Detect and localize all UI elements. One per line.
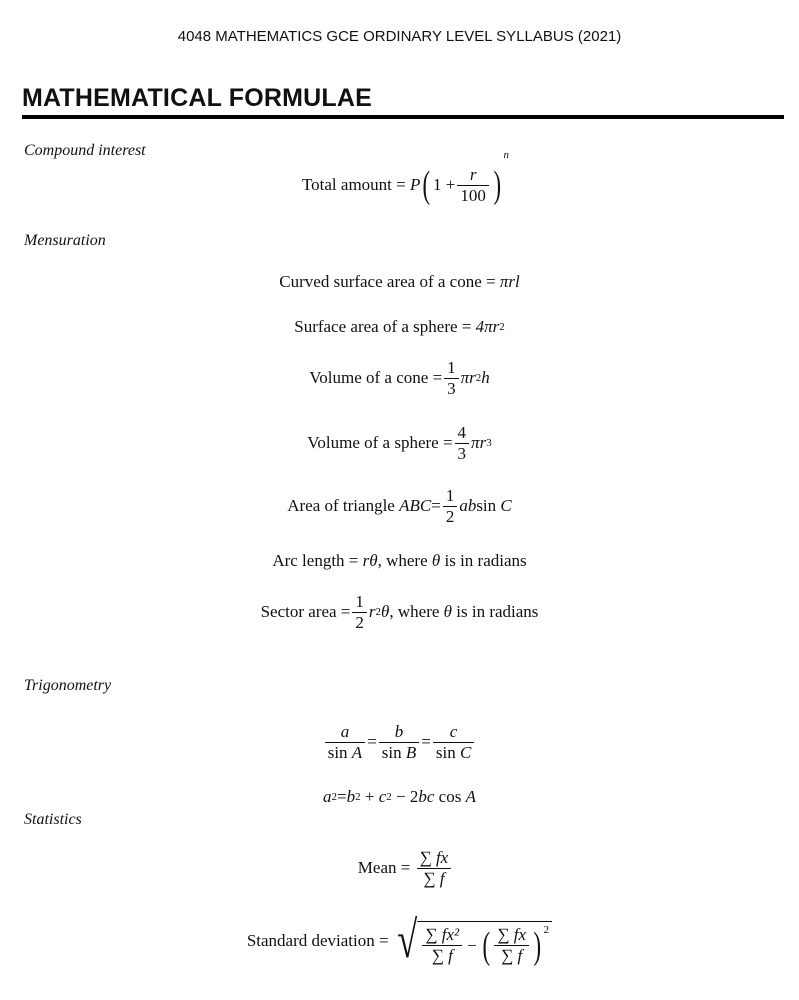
angle: C (459, 742, 472, 762)
denominator: 100 (460, 185, 486, 205)
fraction (417, 848, 452, 888)
equals: = (442, 433, 453, 453)
numerator: 1 (352, 592, 367, 613)
radical-sign: √ (397, 912, 418, 969)
cos: cos (438, 787, 462, 807)
equals: = (432, 368, 443, 388)
fraction-b (379, 722, 419, 762)
denominator: 2 (355, 612, 364, 632)
denominator (433, 743, 474, 763)
fraction (443, 486, 458, 526)
triangle-name: ABC (399, 496, 432, 516)
formula-lhs: Standard deviation = (246, 931, 389, 950)
angle: A (351, 742, 363, 762)
var-bc: bc (418, 787, 435, 807)
exponent: 2 (331, 791, 338, 804)
formula-rhs: πrl (499, 272, 520, 292)
exponent: n (503, 149, 510, 161)
plus: + (364, 787, 375, 807)
square-root (393, 912, 552, 969)
formula-arc-length (0, 550, 799, 571)
radians-note: is in radians (444, 551, 527, 571)
equals: = (421, 732, 431, 752)
formula-triangle-area (0, 486, 799, 526)
exponent: 2 (386, 791, 392, 804)
formula-lhs: Curved surface area of a cone (279, 272, 482, 292)
formula-rhs: ab (459, 496, 477, 516)
formula-lhs: Volume of a cone (309, 368, 429, 388)
exponent: 3 (486, 437, 492, 450)
formula-rhs: rθ (362, 551, 378, 571)
principal: P (409, 175, 421, 195)
formula-sphere-surface-area (0, 316, 799, 337)
formula-lhs: Volume of a sphere (307, 433, 439, 453)
left-paren: ( (482, 924, 490, 967)
equals: = (367, 732, 377, 752)
one-plus: 1 + (433, 175, 456, 195)
section-trigonometry: Trigonometry (24, 677, 112, 694)
fraction-c (433, 722, 474, 762)
numerator: r (457, 165, 489, 186)
fraction-2 (494, 925, 529, 965)
where-text: , where (377, 551, 428, 571)
denominator: ∑ f (501, 946, 523, 965)
radians-note: is in radians (456, 602, 539, 622)
sin: sin (327, 742, 348, 762)
sin: sin (435, 742, 456, 762)
denominator: 2 (445, 506, 455, 526)
exponent: 2 (375, 606, 382, 619)
fraction (455, 423, 470, 463)
exponent: 2 (475, 372, 482, 385)
formula-cosine-rule (0, 786, 799, 807)
formula-rhs: πr (460, 368, 476, 388)
equals: = (431, 496, 441, 516)
formula-standard-deviation (0, 912, 799, 969)
formula-rhs: 4πr (475, 317, 500, 337)
numerator: 4 (455, 423, 470, 444)
document-header: 4048 MATHEMATICS GCE ORDINARY LEVEL SYLLABUS (2021) (177, 28, 622, 45)
theta: θ (431, 551, 441, 571)
numerator: 1 (443, 486, 458, 507)
formula-sine-rule (0, 722, 799, 762)
equals: = (461, 317, 472, 337)
equals: = (337, 787, 347, 807)
radius: r (368, 602, 376, 622)
minus: − (467, 935, 477, 955)
denominator: ∑ f (431, 946, 453, 965)
fraction-a (325, 722, 365, 762)
exponent: 2 (355, 791, 361, 804)
sin: sin (381, 742, 402, 762)
sin: sin (476, 496, 497, 516)
right-paren: ) (533, 924, 542, 967)
left-paren: ( (422, 164, 431, 207)
section-compound-interest: Compound interest (24, 142, 146, 159)
theta: θ (381, 602, 390, 622)
height-var: h (481, 368, 490, 388)
formula-sector-area (0, 592, 799, 632)
numerator: a (325, 722, 365, 743)
right-paren: ) (493, 164, 501, 207)
formula-lhs: Mean = (357, 858, 411, 878)
formula-rhs: πr (471, 433, 487, 453)
angle-c: C (500, 496, 512, 516)
rate-fraction (457, 165, 489, 205)
exponent: 2 (499, 321, 505, 334)
denominator: 3 (447, 378, 456, 398)
numerator: c (433, 722, 474, 743)
where-text: , where (389, 602, 440, 622)
fraction-1 (422, 925, 462, 965)
formula-lhs: Arc length = (272, 551, 359, 571)
angle-a: A (465, 787, 476, 807)
formula-cone-surface-area (0, 271, 799, 292)
var-b: b (346, 787, 356, 807)
formula-lhs: Sector area = (260, 602, 351, 622)
equals: = (486, 272, 496, 292)
denominator: 3 (457, 443, 467, 463)
fraction (444, 358, 459, 398)
formula-mean (6, 848, 799, 888)
numerator: ∑ fx² (422, 925, 462, 946)
var-a: a (323, 787, 332, 807)
angle: B (405, 742, 417, 762)
numerator: ∑ fx (494, 925, 529, 946)
formula-lhs: Total amount = (301, 175, 406, 195)
formula-sphere-volume (0, 423, 799, 463)
formula-lhs: Area of triangle (287, 496, 395, 516)
numerator: b (379, 722, 419, 743)
radicand: $\frac{\text{∑ fx²}}{\sum f}$ − ( $\frac{\sum fx}{\sum f}$ ) $^2$ (417, 921, 552, 967)
section-mensuration: Mensuration (24, 232, 106, 249)
title-rule (22, 115, 784, 119)
numerator: ∑ fx (417, 848, 452, 869)
section-statistics: Statistics (24, 811, 82, 828)
numerator: 1 (444, 358, 459, 379)
var-c: c (378, 787, 387, 807)
minus-two: − 2 (396, 787, 419, 807)
denominator (379, 743, 419, 763)
formula-lhs: Surface area of a sphere (294, 317, 458, 337)
page-title: MATHEMATICAL FORMULAE (22, 84, 372, 112)
theta: θ (443, 602, 453, 622)
fraction (352, 592, 367, 632)
denominator: ∑ f (423, 868, 445, 888)
denominator (325, 743, 365, 763)
formula-cone-volume (0, 358, 799, 398)
